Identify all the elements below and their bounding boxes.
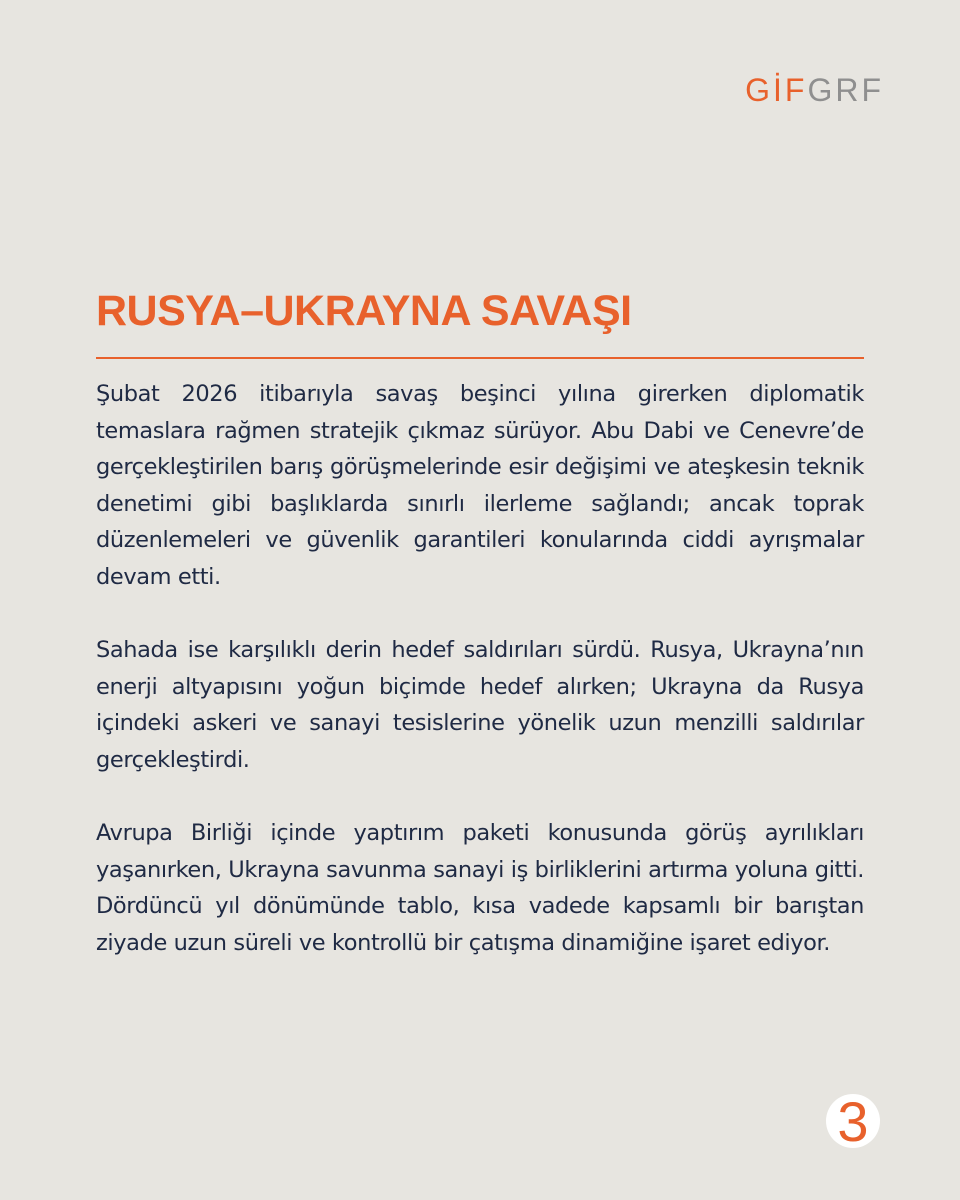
paragraph-1: Şubat 2026 itibarıyla savaş beşinci yılına girerken diplomatik temaslara rağmen stratejik çıkmaz sürüyor. Abu Dabi ve Cenevre’de gerçekleştirilen barış görüşmelerinde esir değişimi ve ateşkesin teknik denetimi gibi başlıklarda sınırlı ilerleme sağlandı; ancak toprak düzenlemeleri ve güvenlik garantileri konularında ciddi ayrışmalar devam etti. [96, 381, 864, 590]
title-divider [96, 357, 864, 359]
article-body [96, 376, 864, 961]
logo-part-gif: GİF [745, 72, 808, 108]
logo-part-grf: GRF [807, 72, 884, 108]
page-title: RUSYA–UKRAYNA SAVAŞI [96, 287, 632, 335]
paragraph-3: Avrupa Birliği içinde yaptırım paketi konusunda görüş ayrılıkları yaşanırken, Ukrayna savunma sanayi iş birliklerini artırma yoluna gitti. Dördüncü yıl dönümünde tablo, kısa vadede kapsamlı bir barıştan ziyade uzun süreli ve kontrollü bir çatışma dinamiğine işaret ediyor. [96, 820, 864, 956]
paragraph-2: Sahada ise karşılıklı derin hedef saldırıları sürdü. Rusya, Ukrayna’nın enerji altyapısını yoğun biçimde hedef alırken; Ukrayna da Rusya içindeki askeri ve sanayi tesislerine yönelik uzun menzilli saldırılar gerçekleştirdi. [96, 637, 864, 773]
page-number: 3 [837, 1090, 869, 1153]
logo [745, 74, 884, 106]
